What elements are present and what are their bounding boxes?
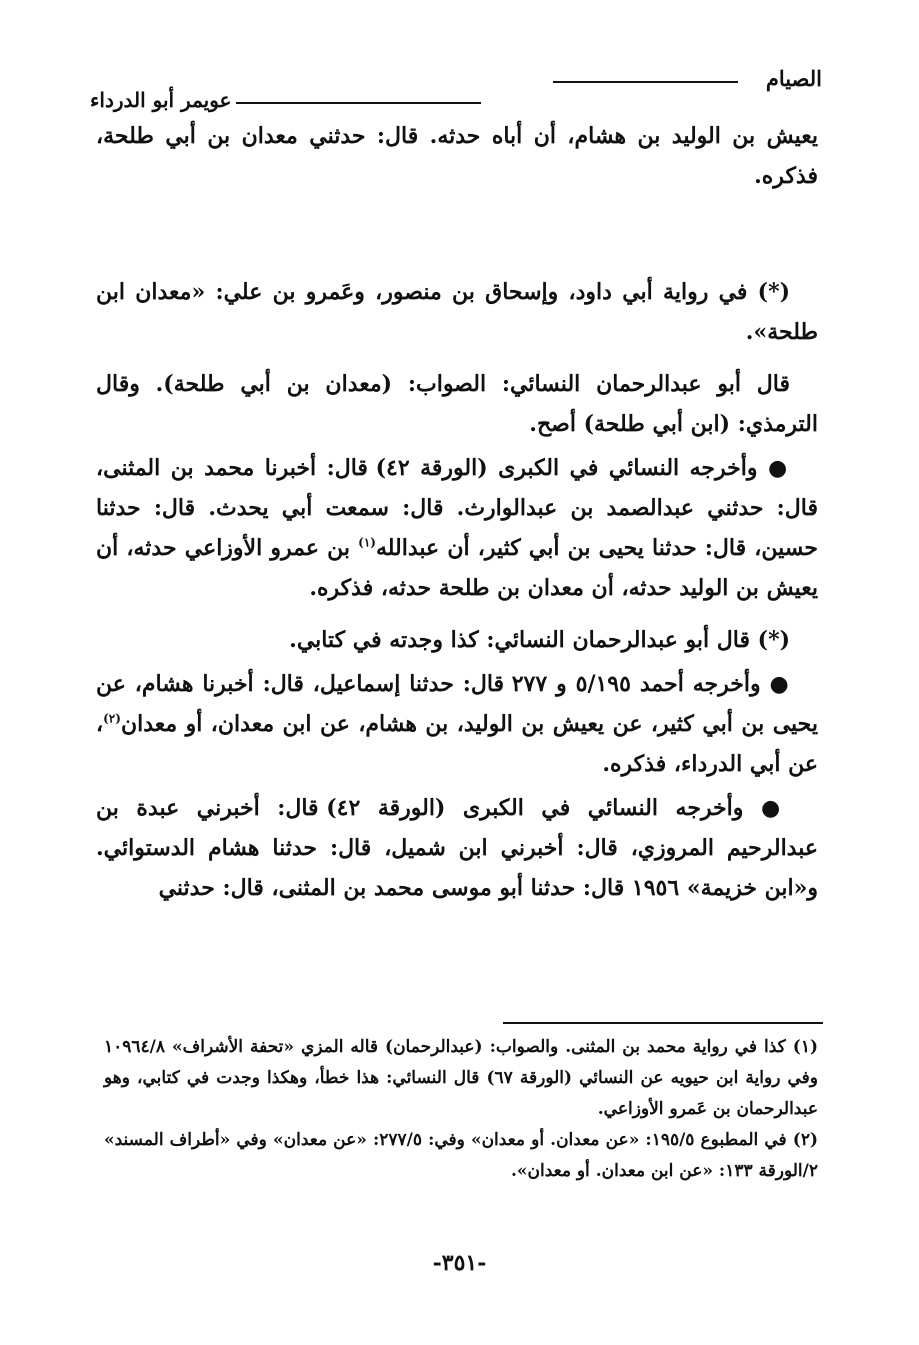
footnote-separator bbox=[503, 1022, 823, 1024]
paragraph-6 bbox=[96, 664, 818, 784]
running-header bbox=[90, 60, 822, 112]
footnote-1: (١) كذا في رواية محمد بن المثنى. والصواب: (عبدالرحمان) قاله المزي «تحفة الأشراف» ١٠٩٦٤/٨ وفي رواية ابن حيويه عن النسائي (الورقة ٦٧) قال النسائي: هذا خطأ، وهكذا وجدت في كتابي، وهو عبدالرحمان بن عَمرو الأوزاعي. bbox=[104, 1037, 818, 1119]
footnote-ref-2: (٢) bbox=[103, 711, 121, 726]
paragraph-4-text-a: وأخرجه النسائي في الكبرى (الورقة ٤٢) قال: أخبرنا محمد بن المثنى، قال: حدثني عبدالصمد بن عبدالوارث. قال: سمعت أبي يحدث. قال: حدثنا حسين، قال: حدثنا يحيى بن أبي كثير، أن عبدالله bbox=[96, 455, 818, 561]
bullet-icon: ● bbox=[767, 455, 791, 481]
paragraph-7-text: وأخرجه النسائي في الكبرى (الورقة ٤٢) قال: أخبرني عبدة بن عبدالرحيم المروزي، قال: أخبرني ابن شميل، قال: حدثنا هشام الدستوائي. و«ابن خزيمة» ١٩٥٦ قال: حدثنا أبو موسى محمد بن المثنى، قال: حدثني bbox=[96, 795, 818, 901]
paragraph-4 bbox=[96, 448, 818, 608]
paragraph-4-text-b: بن عمرو الأوزاعي حدثه، أن يعيش بن الوليد حدثه، أن معدان بن طلحة حدثه، فذكره. bbox=[96, 535, 818, 601]
footnotes bbox=[104, 1032, 818, 1187]
page-number: -٣٥١- bbox=[432, 1250, 487, 1276]
header-rule-bottom bbox=[236, 102, 481, 104]
paragraph-5-note: (*) قال أبو عبدالرحمان النسائي: كذا وجدته في كتابي. bbox=[289, 627, 790, 653]
footnote-2: (٢) في المطبوع ١٩٥/٥: «عن معدان. أو معدان» وفي: ٢٧٧/٥: «عن معدان» وفي «أطراف المسند» ٢/الورقة ١٣٣: «عن ابن معدان. أو معدان». bbox=[104, 1130, 818, 1181]
paragraph-2-note: (*) في رواية أبي داود، وإسحاق بن منصور، وعَمرو بن علي: «معدان ابن طلحة». bbox=[96, 279, 818, 345]
main-text bbox=[96, 116, 818, 908]
footnote-ref-1: (١) bbox=[358, 535, 376, 550]
bullet-icon: ● bbox=[769, 671, 790, 697]
paragraph-6-text-b: ، عن أبي الدرداء، فذكره. bbox=[96, 711, 818, 777]
paragraph-6-text-a: وأخرجه أحمد ٥/١٩٥ و ٢٧٧ قال: حدثنا إسماعيل، قال: أخبرنا هشام، عن يحيى بن أبي كثير، عن يعيش بن الوليد، بن هشام، عن ابن معدان، أو معدان bbox=[96, 671, 818, 737]
chapter-title: الصيام bbox=[765, 66, 822, 91]
bullet-icon: ● bbox=[760, 795, 791, 821]
header-rule-top bbox=[553, 81, 738, 83]
section-title: عويمر أبو الدرداء bbox=[90, 88, 232, 112]
paragraph-3: قال أبو عبدالرحمان النسائي: الصواب: (معدان بن أبي طلحة). وقال الترمذي: (ابن أبي طلحة) أصح. bbox=[96, 371, 818, 437]
paragraph-7 bbox=[96, 788, 818, 908]
paragraph-1: يعيش بن الوليد بن هشام، أن أباه حدثه. قال: حدثني معدان بن أبي طلحة، فذكره. bbox=[96, 123, 818, 189]
